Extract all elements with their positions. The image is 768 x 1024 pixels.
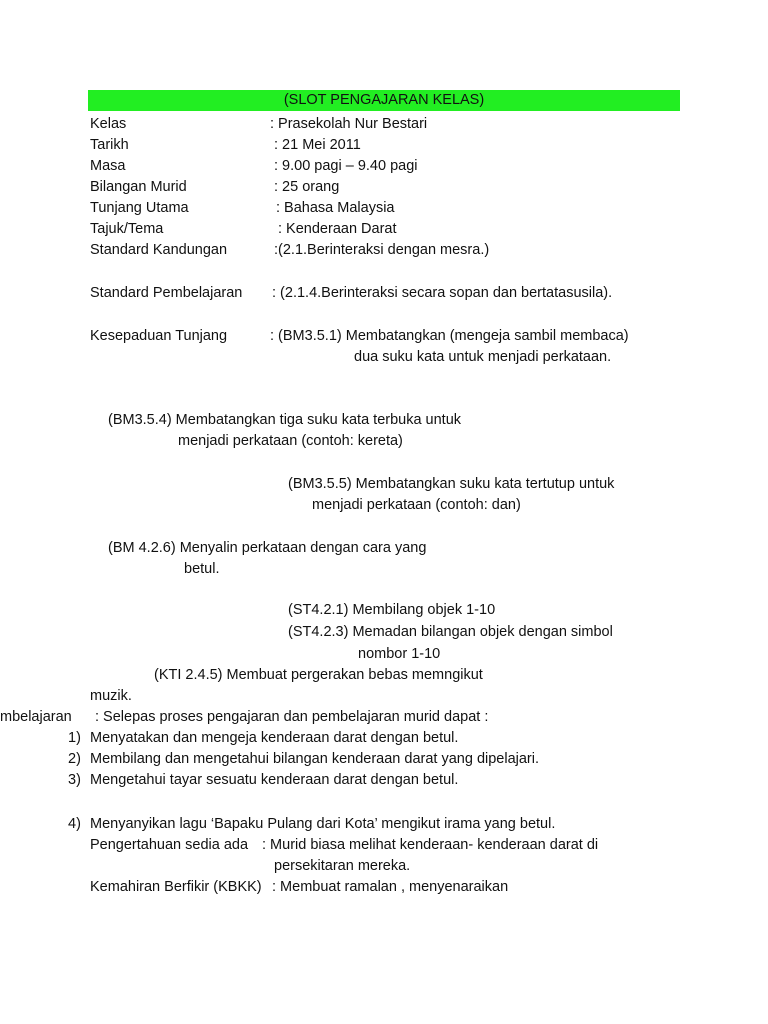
bm354-line-2: menjadi perkataan (contoh: kereta)	[178, 433, 403, 449]
objective-4-text: Menyanyikan lagu ‘Bapaku Pulang dari Kota’ mengikut irama yang betul.	[90, 816, 556, 832]
st423-line-2: nombor 1-10	[358, 646, 441, 662]
tunjang-utama-label: Tunjang Utama	[90, 200, 189, 216]
prior-knowledge-label: Pengertahuan sedia ada	[90, 837, 249, 853]
kesepaduan-tunjang-cont: dua suku kata untuk menjadi perkataan.	[354, 349, 612, 365]
kelas-value: : Prasekolah Nur Bestari	[270, 116, 428, 132]
masa-label: Masa	[90, 158, 126, 174]
objective-1-text: Menyatakan dan mengeja kenderaan darat dengan betul.	[90, 730, 459, 746]
prior-knowledge-value: : Murid biasa melihat kenderaan- kenderaan darat di	[262, 837, 599, 853]
slot-header-bar	[88, 90, 680, 111]
bm355-line-2: menjadi perkataan (contoh: dan)	[312, 497, 521, 513]
kelas-label: Kelas	[90, 116, 127, 132]
bm426-line-1: (BM 4.2.6) Menyalin perkataan dengan cara yang	[108, 540, 427, 556]
st423-line-1: (ST4.2.3) Memadan bilangan objek dengan simbol	[288, 624, 613, 640]
standard-kandungan-value: :(2.1.Berinteraksi dengan mesra.)	[274, 242, 490, 258]
kesepaduan-tunjang-value: : (BM3.5.1) Membatangkan (mengeja sambil membaca)	[270, 328, 629, 344]
tunjang-utama-value: : Bahasa Malaysia	[276, 200, 395, 216]
objectives-label: mbelajaran	[0, 709, 72, 725]
objective-1-number: 1)	[68, 730, 81, 746]
objective-2-text: Membilang dan mengetahui bilangan kenderaan darat yang dipelajari.	[90, 751, 540, 767]
tajuk-tema-value: : Kenderaan Darat	[278, 221, 397, 237]
standard-pembelajaran-value: : (2.1.4.Berinteraksi secara sopan dan bertatasusila).	[272, 285, 613, 301]
standard-pembelajaran-label: Standard Pembelajaran	[90, 285, 243, 301]
standard-kandungan-label: Standard Kandungan	[90, 242, 228, 258]
slot-header-title: (SLOT PENGAJARAN KELAS)	[283, 92, 485, 108]
objective-3-number: 3)	[68, 772, 81, 788]
tajuk-tema-label: Tajuk/Tema	[90, 221, 164, 237]
objective-3-text: Mengetahui tayar sesuatu kenderaan darat dengan betul.	[90, 772, 459, 788]
tarikh-label: Tarikh	[90, 137, 129, 153]
bm426-line-2: betul.	[184, 561, 220, 577]
objective-2-number: 2)	[68, 751, 81, 767]
kbkk-value: : Membuat ramalan , menyenaraikan	[272, 879, 509, 895]
bilangan-murid-value: : 25 orang	[274, 179, 340, 195]
objectives-intro: : Selepas proses pengajaran dan pembelajaran murid dapat :	[95, 709, 489, 725]
prior-knowledge-cont: persekitaran mereka.	[274, 858, 411, 874]
st421-line: (ST4.2.1) Membilang objek 1-10	[288, 602, 496, 618]
kbkk-label: Kemahiran Berfikir (KBKK)	[90, 879, 262, 895]
bm354-line-1: (BM3.5.4) Membatangkan tiga suku kata terbuka untuk	[108, 412, 462, 428]
bm355-line-1: (BM3.5.5) Membatangkan suku kata tertutup untuk	[288, 476, 615, 492]
kti245-line-1: (KTI 2.4.5) Membuat pergerakan bebas memngikut	[154, 667, 483, 683]
masa-value: : 9.00 pagi – 9.40 pagi	[274, 158, 418, 174]
bilangan-murid-label: Bilangan Murid	[90, 179, 187, 195]
kesepaduan-tunjang-label: Kesepaduan Tunjang	[90, 328, 228, 344]
kti245-line-2: muzik.	[90, 688, 132, 704]
objective-4-number: 4)	[68, 816, 81, 832]
tarikh-value: : 21 Mei 2011	[274, 137, 361, 153]
